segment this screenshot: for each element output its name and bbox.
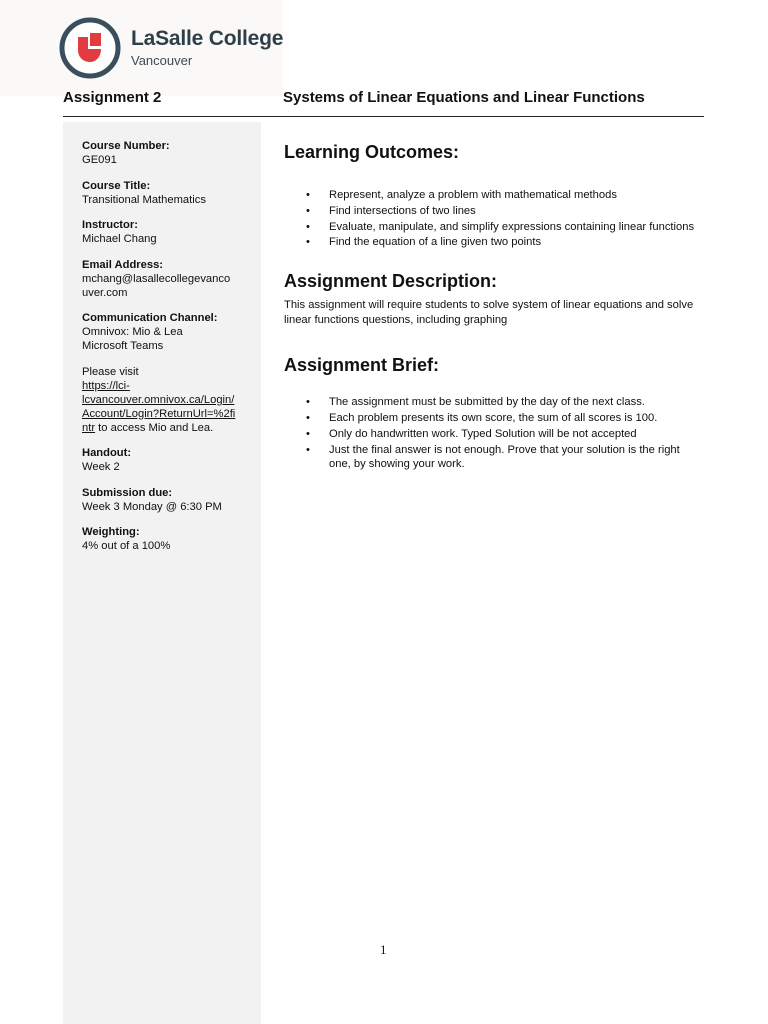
channel-value-line2: Microsoft Teams [82, 340, 164, 352]
course-number-label: Course Number: [82, 140, 170, 152]
channel-value-line1: Omnivox: Mio & Lea [82, 326, 183, 338]
weighting-value: 4% out of a 100% [82, 540, 171, 552]
learning-outcomes-title: Learning Outcomes: [284, 142, 460, 162]
submission-label: Submission due: [82, 486, 173, 499]
email-label: Email Address: [82, 258, 164, 271]
channel-block [82, 311, 242, 353]
list-item: • Just the final answer is not enough. Prove that your solution is the right one, by showing your work. [284, 443, 704, 471]
omnivox-link-line4[interactable]: ntr [82, 421, 96, 434]
assignment-description-text: This assignment will require students to solve system of linear equations and solve linear functions questions, including graphing [284, 299, 694, 326]
assignment-brief-list [284, 395, 704, 470]
instructor-block [82, 218, 242, 246]
channel-label: Communication Channel: [82, 312, 218, 324]
instructor-value: Michael Chang [82, 233, 157, 245]
course-number-value: GE091 [82, 154, 117, 166]
visit-suffix: to access Mio and Lea. [95, 421, 214, 434]
handout-label: Handout: [82, 447, 132, 459]
email-value-line1: mchang@lasallecollegevanco [82, 272, 231, 285]
omnivox-link-line2[interactable]: lcvancouver.omnivox.ca/Login/ [82, 393, 235, 406]
course-title-label: Course Title: [82, 179, 151, 192]
college-city: Vancouver [131, 53, 193, 68]
learning-outcomes-list [284, 188, 704, 249]
omnivox-link-line3[interactable]: Account/Login?ReturnUrl=%2fi [82, 407, 236, 420]
handout-block [82, 446, 242, 474]
omnivox-link-line1[interactable]: https://lci- [82, 379, 130, 392]
assignment-number: Assignment 2 [63, 89, 162, 106]
assignment-description-title: Assignment Description: [284, 271, 498, 292]
list-item: • Represent, analyze a problem with mathematical methods [284, 188, 704, 202]
weighting-label: Weighting: [82, 526, 140, 538]
list-item: • Evaluate, manipulate, and simplify expressions containing linear functions [284, 220, 704, 234]
email-block [82, 258, 242, 300]
submission-value: Week 3 Monday @ 6:30 PM [82, 500, 222, 513]
list-item: • Find the equation of a line given two points [284, 235, 704, 249]
header-divider [63, 116, 704, 117]
page-number: 1 [380, 942, 387, 957]
course-title-block [82, 179, 242, 207]
list-item: • The assignment must be submitted by the day of the next class. [284, 395, 704, 409]
list-item: • Each problem presents its own score, the sum of all scores is 100. [284, 411, 704, 425]
assignment-title: Systems of Linear Equations and Linear Functions [283, 89, 645, 106]
visit-text: Please visit [82, 365, 139, 378]
assignment-brief-title: Assignment Brief: [284, 355, 440, 376]
main-content [284, 142, 704, 473]
submission-block [82, 486, 242, 514]
course-title-value: Transitional Mathematics [82, 193, 206, 206]
list-item: • Find intersections of two lines [284, 204, 704, 218]
college-name: LaSalle College [131, 27, 284, 50]
weighting-block [82, 525, 242, 553]
course-info-sidebar [63, 122, 261, 1024]
lasalle-logo-icon [59, 17, 121, 79]
visit-block [82, 365, 242, 435]
instructor-label: Instructor: [82, 219, 138, 231]
email-value-line2: uver.com [82, 286, 128, 299]
handout-value: Week 2 [82, 461, 120, 473]
list-item: • Only do handwritten work. Typed Solution will be not accepted [284, 427, 704, 441]
course-number-block [82, 139, 242, 167]
